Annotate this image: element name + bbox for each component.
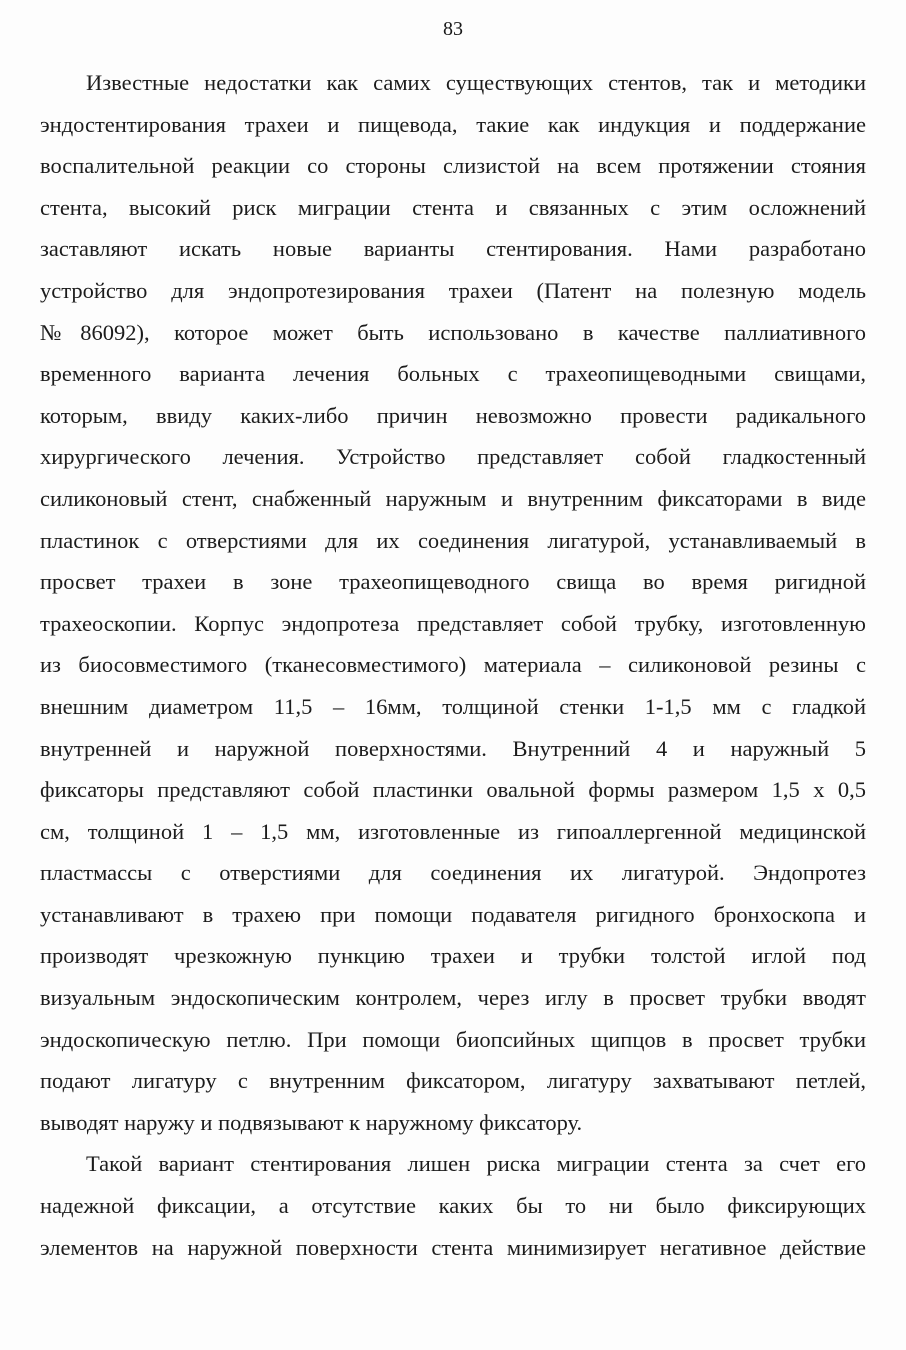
text-line: просвет трахеи в зоне трахеопищеводного свища во время ригидной [40, 569, 866, 595]
text-line: пластмассы с отверстиями для соединения их лигатурой. Эндопротез [40, 860, 866, 886]
text-line: устанавливают в трахею при помощи подавателя ригидного бронхоскопа и [40, 901, 866, 927]
text-line: хирургического лечения. Устройство представляет собой гладкостенный [40, 444, 866, 470]
text-line: которым, ввиду каких-либо причин невозможно провести радикального [40, 402, 866, 428]
text-line: выводят наружу и подвязывают к наружному фиксатору. [40, 1109, 583, 1135]
text-line: фиксаторы представляют собой пластинки овальной формы размером 1,5 x 0,5 [40, 777, 866, 803]
body-text [40, 62, 866, 1268]
text-line: устройство для эндопротезирования трахеи (Патент на полезную модель [40, 277, 866, 303]
text-line: пластинок с отверстиями для их соединения лигатурой, устанавливаемый в [40, 527, 866, 553]
text-line: подают лигатуру с внутренним фиксатором, лигатуру захватывают петлей, [40, 1068, 866, 1094]
text-line: см, толщиной 1 – 1,5 мм, изготовленные из гипоаллергенной медицинской [40, 818, 866, 844]
paragraph-2 [40, 1143, 866, 1268]
text-line: трахеоскопии. Корпус эндопротеза представляет собой трубку, изготовленную [40, 610, 866, 636]
text-line: внутренней и наружной поверхностями. Внутренний 4 и наружный 5 [40, 735, 866, 761]
text-line: воспалительной реакции со стороны слизистой на всем протяжении стояния [40, 153, 866, 179]
text-line: из биосовместимого (тканесовместимого) материала – силиконовой резины с [40, 652, 866, 678]
text-line: надежной фиксации, а отсутствие каких бы то ни было фиксирующих [40, 1193, 866, 1219]
page-number: 83 [443, 18, 463, 40]
text-line: эндоскопическую петлю. При помощи биопсийных щипцов в просвет трубки [40, 1026, 866, 1052]
text-line: внешним диаметром 11,5 – 16мм, толщиной стенки 1-1,5 мм с гладкой [40, 693, 866, 719]
text-line: Известные недостатки как самих существующих стентов, так и методики [86, 70, 866, 95]
text-line: силиконовый стент, снабженный наружным и внутренним фиксаторами в виде [40, 485, 866, 511]
text-line: №86092), которое может быть использовано в качестве паллиативного [40, 319, 866, 345]
text-line: Такой вариант стентирования лишен риска миграции стента за счет его [86, 1151, 866, 1177]
paragraph-1 [40, 62, 866, 1143]
text-line: временного варианта лечения больных с трахеопищеводными свищами, [40, 361, 866, 387]
text-line: элементов на наружной поверхности стента минимизирует негативное действие [40, 1234, 866, 1260]
text-line: эндостентирования трахеи и пищевода, такие как индукция и поддержание [40, 111, 866, 137]
text-line: производят чрезкожную пункцию трахеи и трубки толстой иглой под [40, 943, 866, 969]
text-line: визуальным эндоскопическим контролем, через иглу в просвет трубки вводят [40, 985, 866, 1011]
text-line: заставляют искать новые варианты стентирования. Нами разработано [40, 236, 866, 262]
text-line: стента, высокий риск миграции стента и связанных с этим осложнений [40, 194, 866, 220]
